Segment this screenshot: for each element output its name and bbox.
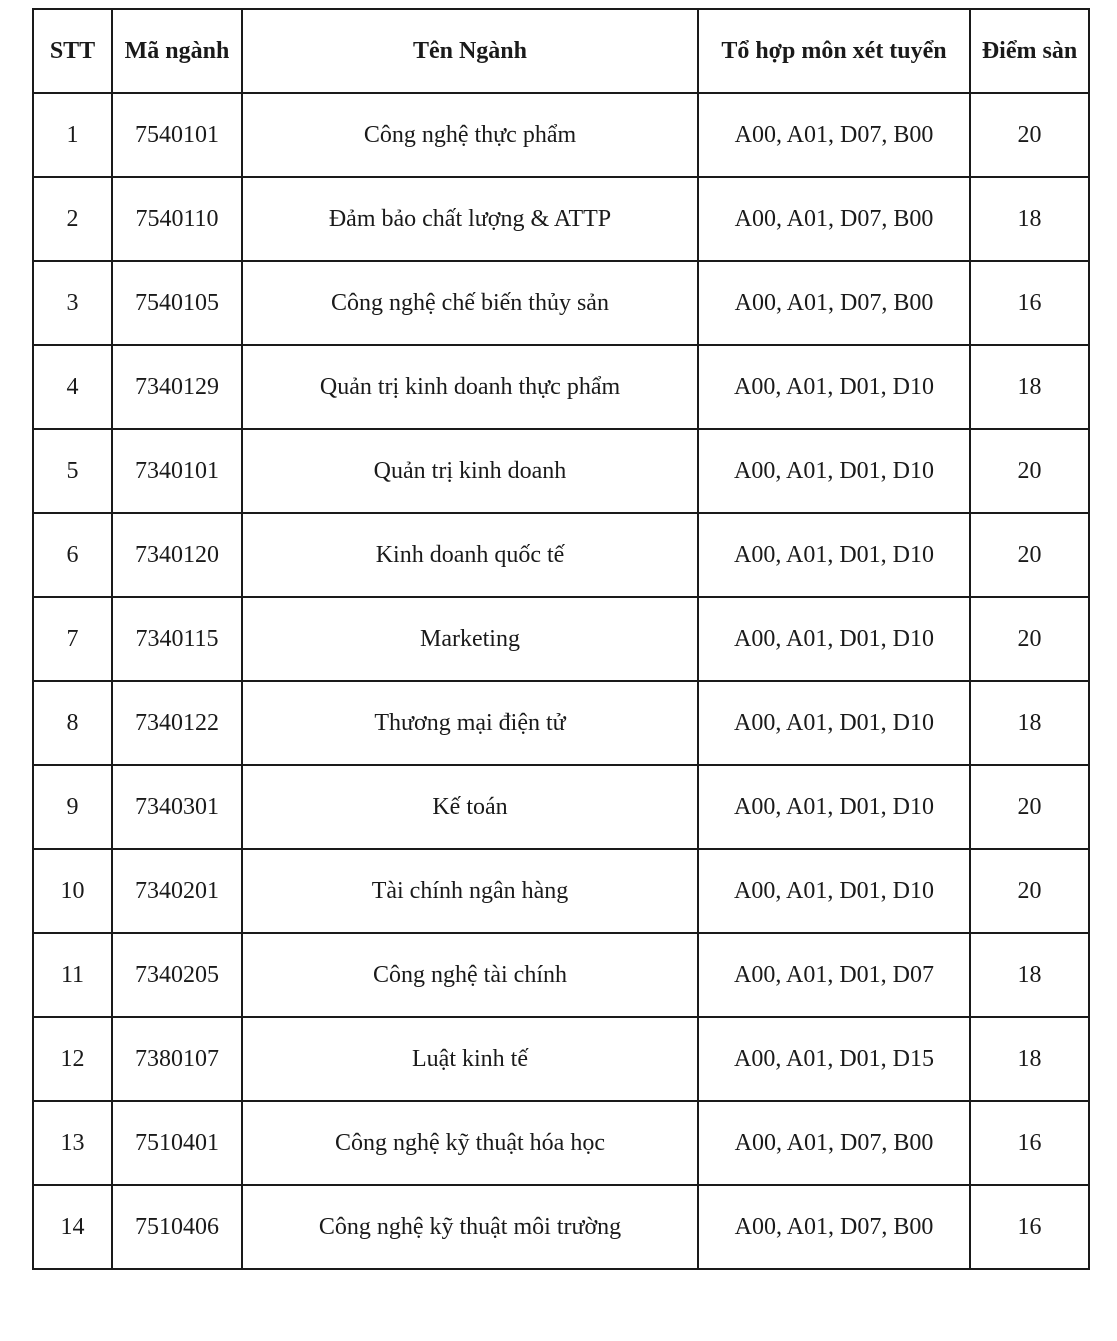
table-row xyxy=(33,681,1089,765)
cell-code: 7340120 xyxy=(112,513,242,597)
cell-score: 18 xyxy=(970,1017,1089,1101)
table-row xyxy=(33,93,1089,177)
cell-score: 20 xyxy=(970,93,1089,177)
cell-code: 7540110 xyxy=(112,177,242,261)
table-row xyxy=(33,765,1089,849)
cell-combo: A00, A01, D01, D10 xyxy=(698,345,970,429)
cell-code: 7340122 xyxy=(112,681,242,765)
cell-name: Kinh doanh quốc tế xyxy=(242,513,698,597)
header-name: Tên Ngành xyxy=(242,9,698,93)
cell-stt: 3 xyxy=(33,261,112,345)
cell-score: 18 xyxy=(970,681,1089,765)
cell-score: 18 xyxy=(970,345,1089,429)
table-row xyxy=(33,933,1089,1017)
cell-score: 20 xyxy=(970,513,1089,597)
cell-combo: A00, A01, D07, B00 xyxy=(698,1185,970,1269)
table-row xyxy=(33,849,1089,933)
cell-combo: A00, A01, D01, D10 xyxy=(698,597,970,681)
cell-stt: 14 xyxy=(33,1185,112,1269)
table-row xyxy=(33,345,1089,429)
cell-code: 7380107 xyxy=(112,1017,242,1101)
header-score: Điểm sàn xyxy=(970,9,1089,93)
cell-stt: 9 xyxy=(33,765,112,849)
cell-code: 7340101 xyxy=(112,429,242,513)
cell-name: Thương mại điện tử xyxy=(242,681,698,765)
table-row xyxy=(33,1101,1089,1185)
cell-combo: A00, A01, D07, B00 xyxy=(698,1101,970,1185)
header-code: Mã ngành xyxy=(112,9,242,93)
cell-score: 20 xyxy=(970,597,1089,681)
cell-combo: A00, A01, D01, D10 xyxy=(698,681,970,765)
cell-code: 7340129 xyxy=(112,345,242,429)
cell-combo: A00, A01, D01, D10 xyxy=(698,765,970,849)
cell-combo: A00, A01, D07, B00 xyxy=(698,93,970,177)
cell-stt: 5 xyxy=(33,429,112,513)
cell-code: 7510406 xyxy=(112,1185,242,1269)
cell-name: Công nghệ tài chính xyxy=(242,933,698,1017)
cell-code: 7340115 xyxy=(112,597,242,681)
cell-stt: 12 xyxy=(33,1017,112,1101)
cell-stt: 10 xyxy=(33,849,112,933)
cell-stt: 8 xyxy=(33,681,112,765)
cell-stt: 2 xyxy=(33,177,112,261)
table-row xyxy=(33,177,1089,261)
table-row xyxy=(33,513,1089,597)
cell-stt: 6 xyxy=(33,513,112,597)
cell-name: Quản trị kinh doanh thực phẩm xyxy=(242,345,698,429)
table-row xyxy=(33,429,1089,513)
cell-score: 16 xyxy=(970,1101,1089,1185)
cell-stt: 7 xyxy=(33,597,112,681)
table-row xyxy=(33,261,1089,345)
cell-score: 20 xyxy=(970,849,1089,933)
cell-name: Công nghệ chế biến thủy sản xyxy=(242,261,698,345)
cell-combo: A00, A01, D07, B00 xyxy=(698,261,970,345)
table-row xyxy=(33,1017,1089,1101)
cell-stt: 1 xyxy=(33,93,112,177)
header-stt: STT xyxy=(33,9,112,93)
cell-code: 7540105 xyxy=(112,261,242,345)
cell-stt: 11 xyxy=(33,933,112,1017)
cell-name: Đảm bảo chất lượng & ATTP xyxy=(242,177,698,261)
cell-code: 7340301 xyxy=(112,765,242,849)
cell-code: 7340205 xyxy=(112,933,242,1017)
cell-score: 16 xyxy=(970,261,1089,345)
cell-score: 18 xyxy=(970,933,1089,1017)
cell-name: Kế toán xyxy=(242,765,698,849)
cell-name: Công nghệ kỹ thuật hóa học xyxy=(242,1101,698,1185)
cell-name: Tài chính ngân hàng xyxy=(242,849,698,933)
cell-score: 16 xyxy=(970,1185,1089,1269)
cell-combo: A00, A01, D01, D10 xyxy=(698,429,970,513)
table-body xyxy=(33,93,1089,1269)
header-combo: Tổ hợp môn xét tuyển xyxy=(698,9,970,93)
header-row xyxy=(33,9,1089,93)
cell-stt: 4 xyxy=(33,345,112,429)
cell-score: 18 xyxy=(970,177,1089,261)
cell-code: 7540101 xyxy=(112,93,242,177)
cell-score: 20 xyxy=(970,765,1089,849)
cell-combo: A00, A01, D01, D07 xyxy=(698,933,970,1017)
cell-code: 7510401 xyxy=(112,1101,242,1185)
cell-name: Marketing xyxy=(242,597,698,681)
cell-name: Công nghệ kỹ thuật môi trường xyxy=(242,1185,698,1269)
cell-name: Công nghệ thực phẩm xyxy=(242,93,698,177)
cell-name: Luật kinh tế xyxy=(242,1017,698,1101)
table-row xyxy=(33,1185,1089,1269)
cell-combo: A00, A01, D07, B00 xyxy=(698,177,970,261)
cell-stt: 13 xyxy=(33,1101,112,1185)
admission-score-table xyxy=(32,8,1090,1270)
cell-combo: A00, A01, D01, D10 xyxy=(698,513,970,597)
cell-code: 7340201 xyxy=(112,849,242,933)
cell-name: Quản trị kinh doanh xyxy=(242,429,698,513)
table-row xyxy=(33,597,1089,681)
cell-score: 20 xyxy=(970,429,1089,513)
cell-combo: A00, A01, D01, D10 xyxy=(698,849,970,933)
cell-combo: A00, A01, D01, D15 xyxy=(698,1017,970,1101)
